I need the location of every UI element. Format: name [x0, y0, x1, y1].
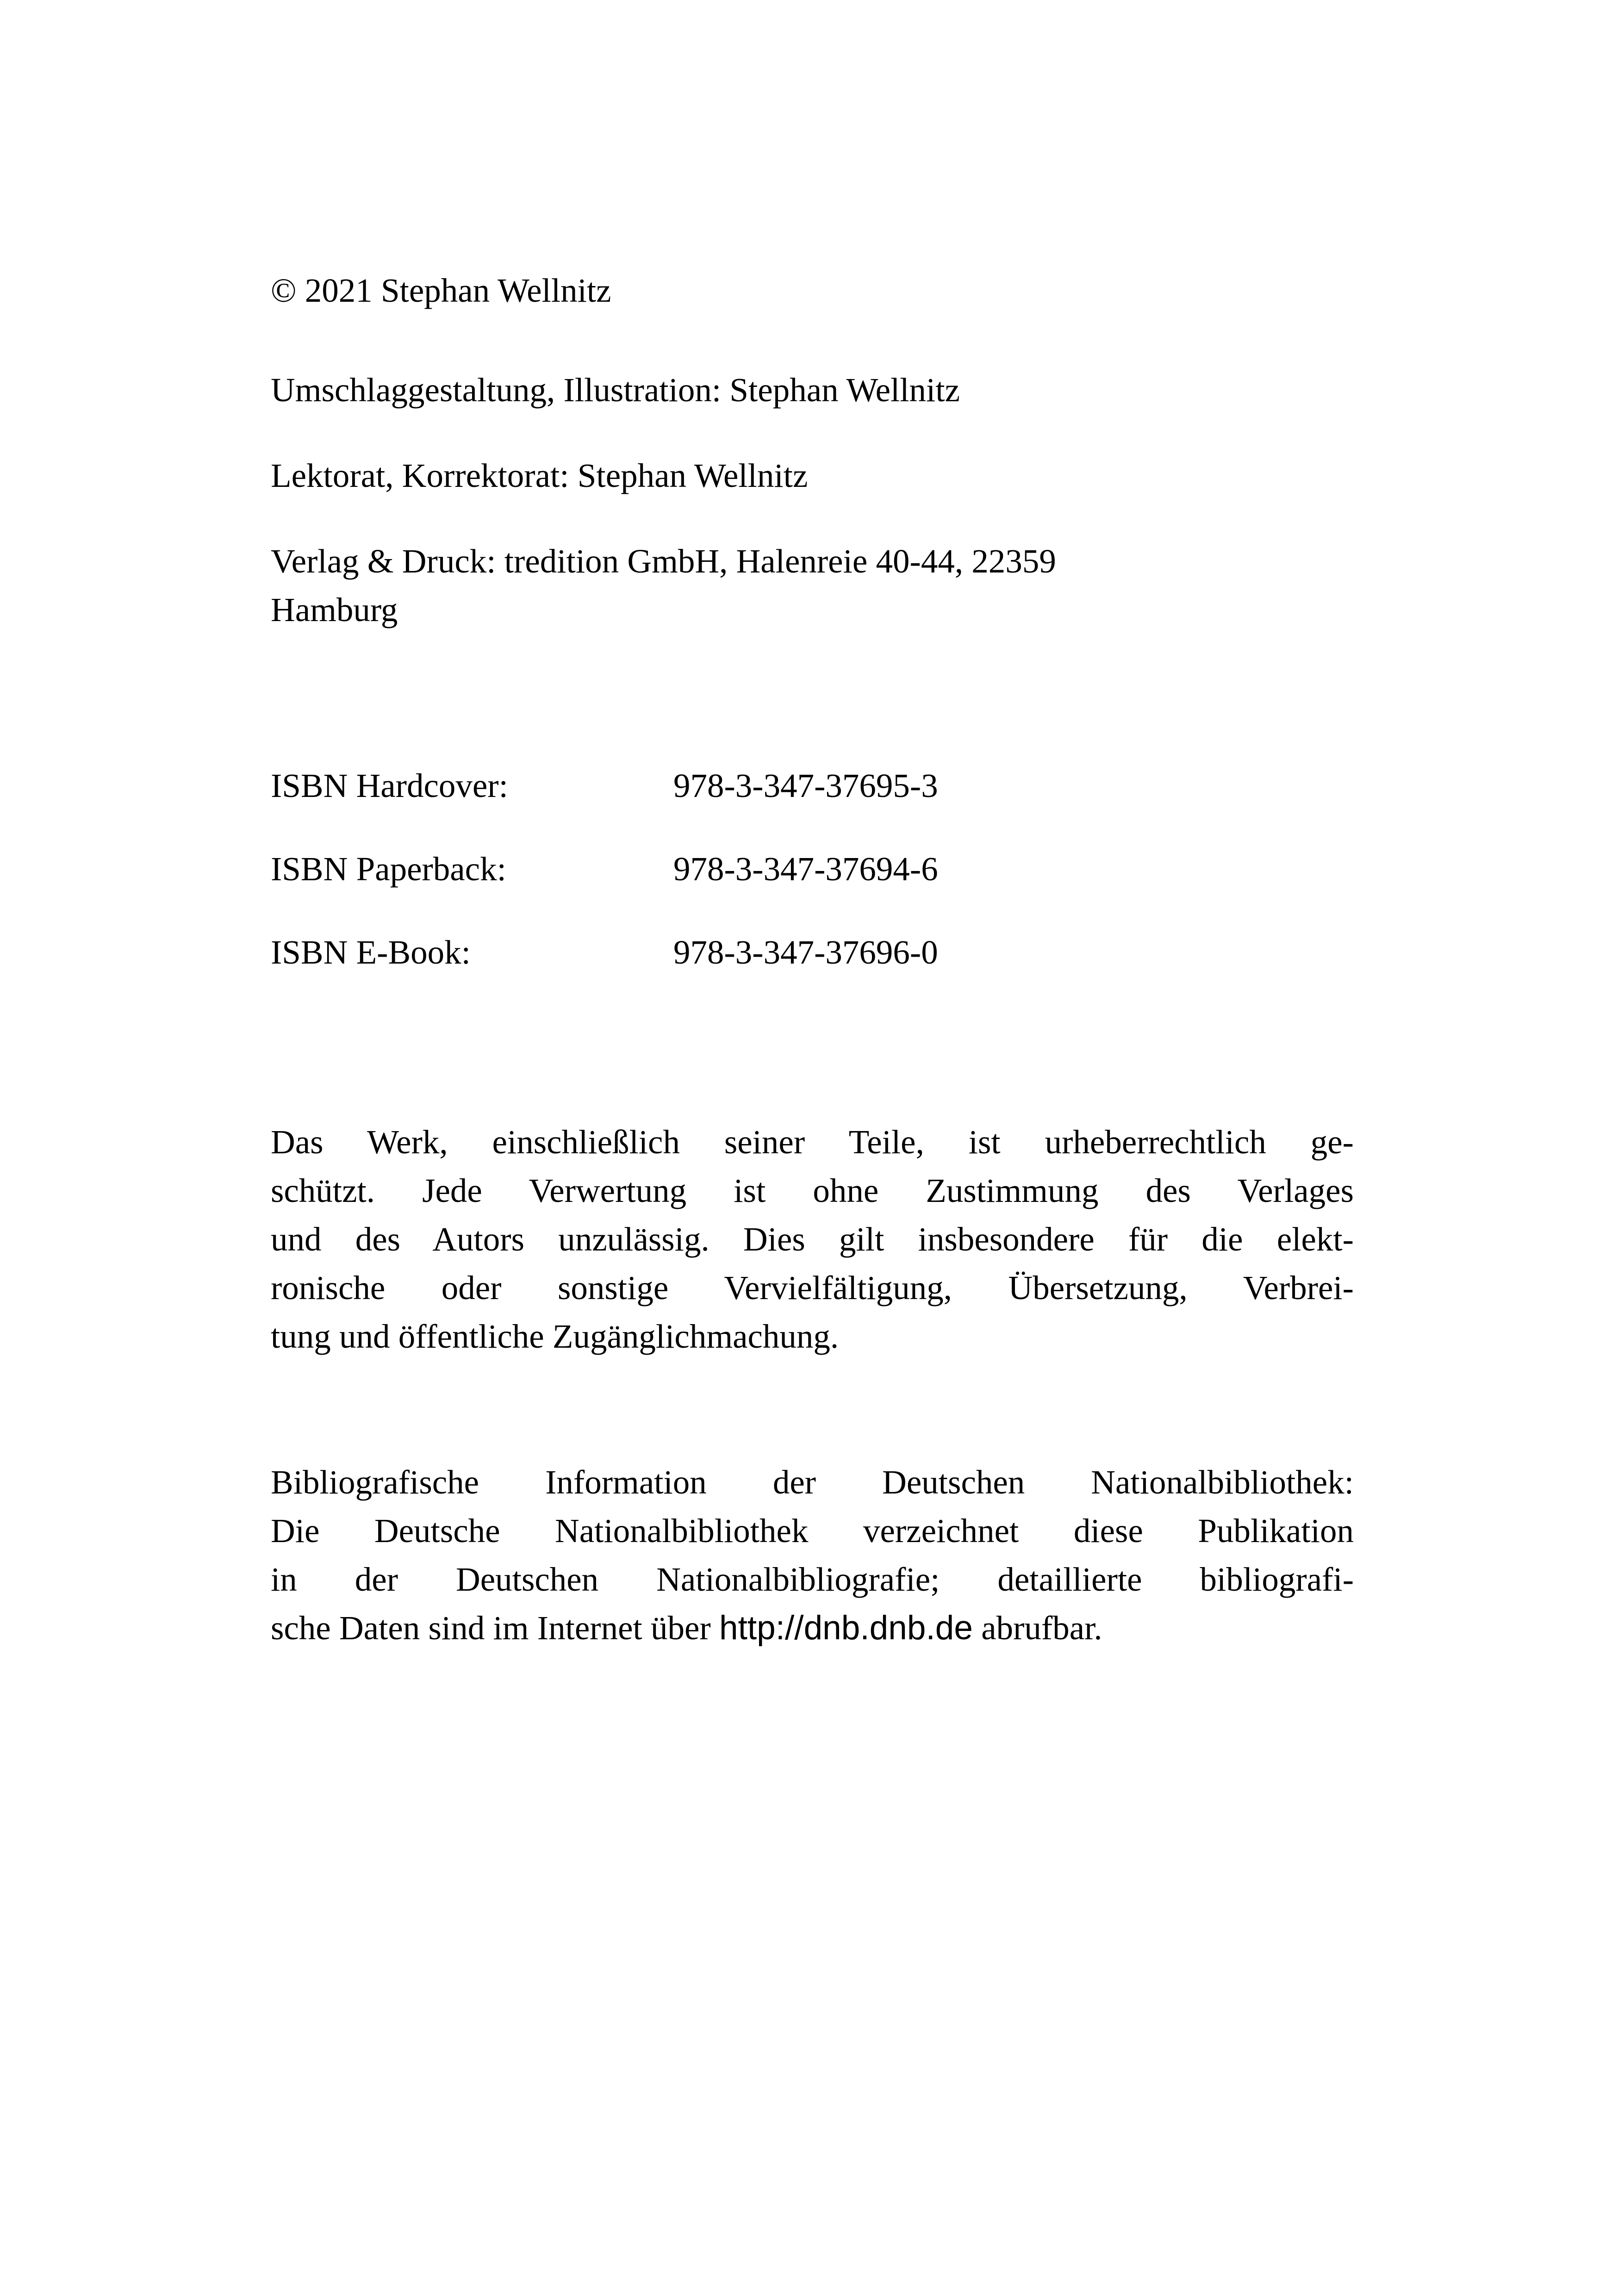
isbn-paperback-value: 978-3-347-37694-6 — [673, 850, 938, 888]
dnb-url-text: http://dnb.dnb.de — [719, 1609, 973, 1647]
publisher-line-1: Verlag & Druck: tredition GmbH, Halenreie 40-44, 22359 — [271, 542, 1056, 580]
isbn-hardcover-label: ISBN Hardcover: — [271, 767, 508, 804]
dnb-paragraph-line-1: Bibliografische Information der Deutschen Nationalbibliothek: — [271, 1463, 1354, 1501]
isbn-row-paperback — [271, 845, 1354, 893]
rights-paragraph-line-3: und des Autors unzulässig. Dies gilt insbesondere für die elekt- — [271, 1220, 1354, 1258]
publisher-block — [271, 537, 1354, 634]
dnb-paragraph-line-3: in der Deutschen Nationalbibliografie; detaillierte bibliografi- — [271, 1561, 1354, 1598]
isbn-hardcover-value: 978-3-347-37695-3 — [673, 767, 938, 804]
publisher-line-2: Hamburg — [271, 591, 398, 628]
rights-paragraph-line-2: schützt. Jede Verwertung ist ohne Zustimmung des Verlages — [271, 1172, 1354, 1209]
rights-paragraph-line-1: Das Werk, einschließlich seiner Teile, ist urheberrechtlich ge- — [271, 1123, 1354, 1161]
dnb-line-before-url: sche Daten sind im Internet über — [271, 1609, 719, 1647]
isbn-ebook-label: ISBN E-Book: — [271, 933, 471, 971]
editing-credit-line: Lektorat, Korrektorat: Stephan Wellnitz — [271, 457, 808, 494]
copyright-line: © 2021 Stephan Wellnitz — [271, 272, 611, 309]
cover-design-credit-line: Umschlaggestaltung, Illustration: Stephan Wellnitz — [271, 371, 960, 409]
rights-paragraph — [271, 1118, 1354, 1361]
dnb-paragraph-line-2: Die Deutsche Nationalbibliothek verzeichnet diese Publikation — [271, 1512, 1354, 1549]
imprint-content — [271, 266, 1354, 1652]
isbn-ebook-value: 978-3-347-37696-0 — [673, 933, 938, 971]
rights-paragraph-line-4: ronische oder sonstige Vervielfältigung, Übersetzung, Verbrei- — [271, 1269, 1354, 1307]
isbn-row-hardcover — [271, 761, 1354, 810]
isbn-block — [271, 761, 1354, 977]
isbn-paperback-label: ISBN Paperback: — [271, 850, 506, 888]
dnb-paragraph — [271, 1458, 1354, 1652]
isbn-row-ebook — [271, 928, 1354, 977]
rights-paragraph-line-5: tung und öffentliche Zugänglichmachung. — [271, 1318, 839, 1355]
dnb-line-after-url: abrufbar. — [972, 1609, 1102, 1647]
dnb-paragraph-line-4 — [271, 1604, 1354, 1652]
